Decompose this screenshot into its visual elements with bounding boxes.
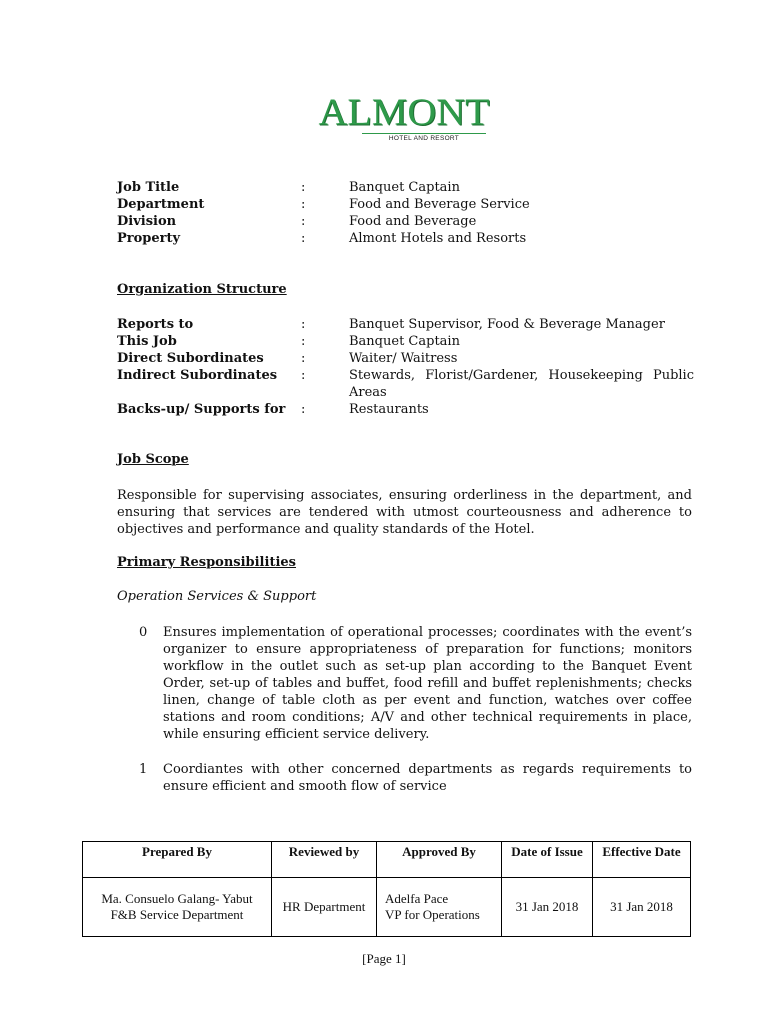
field-indirect-subordinates-cont: [117, 384, 692, 401]
job-scope-heading: Job Scope: [117, 452, 189, 467]
field-value: Banquet Captain: [349, 334, 460, 349]
field-property: [117, 230, 692, 247]
table-row: [83, 878, 691, 937]
field-colon: :: [301, 368, 306, 383]
field-label: Division: [117, 214, 177, 229]
field-value: Almont Hotels and Resorts: [349, 231, 527, 246]
field-colon: :: [301, 231, 306, 246]
field-label: Reports to: [117, 317, 194, 332]
item-number: 0: [139, 625, 148, 640]
org-structure-fields: [117, 316, 692, 418]
approved-name: Adelfa Pace: [385, 891, 449, 906]
item-text: Coordiantes with other concerned departments as regards requirements to ensure efficient and smooth flow of service: [163, 762, 692, 794]
company-logo: [318, 92, 490, 142]
field-value: Food and Beverage Service: [349, 197, 530, 212]
approval-table: [82, 841, 691, 937]
job-header-fields: [117, 179, 692, 247]
field-value: Food and Beverage: [349, 214, 477, 229]
field-label: Department: [117, 197, 205, 212]
field-label: Backs-up/ Supports for: [117, 402, 286, 417]
prepared-dept: F&B Service Department: [110, 907, 244, 922]
field-label: Job Title: [117, 180, 180, 195]
cell-approved-by: [377, 878, 502, 937]
field-value: Stewards, Florist/Gardener, Housekeeping Public: [349, 368, 694, 383]
field-colon: :: [301, 197, 306, 212]
item-text: Ensures implementation of operational processes; coordinates with the event’s organizer to ensure appropriateness of preparation for functions; monitors workflow in the outlet such as set-up plan according to the Banquet Event Order, set-up of tables and buffet, food refill and buffet replenishments; checks linen, change of table cloth as per event and function, watches over coffee stations and room conditions; A/V and other technical requirements in place, while ensuring efficient service delivery.: [163, 625, 692, 742]
cell-prepared-by: [83, 878, 272, 937]
field-value: Banquet Captain: [349, 180, 460, 195]
header-prepared-by: Prepared By: [83, 842, 272, 878]
field-backs-up: [117, 401, 692, 418]
approved-title: VP for Operations: [385, 907, 480, 922]
field-this-job: [117, 333, 692, 350]
job-scope-text: Responsible for supervising associates, ensuring orderliness in the department, and ensuring that services are tendered with utmost courteousness and adherence to objectives and performance and quality standards of the Hotel.: [117, 488, 692, 537]
field-colon: :: [301, 214, 306, 229]
field-colon: :: [301, 402, 306, 417]
field-label: This Job: [117, 334, 177, 349]
logo-tagline: HOTEL AND RESORT: [388, 135, 460, 142]
field-job-title: [117, 179, 692, 196]
field-label: Indirect Subordinates: [117, 368, 278, 383]
header-date-of-issue: Date of Issue: [502, 842, 593, 878]
header-effective-date: Effective Date: [593, 842, 691, 878]
field-division: [117, 213, 692, 230]
primary-responsibilities-heading: Primary Responsibilities: [117, 555, 296, 570]
table-header-row: [83, 842, 691, 878]
item-number: 1: [139, 762, 148, 777]
header-reviewed-by: Reviewed by: [272, 842, 377, 878]
field-colon: :: [301, 317, 306, 332]
logo-divider: [362, 133, 486, 134]
field-label: Direct Subordinates: [117, 351, 264, 366]
field-value: Banquet Supervisor, Food & Beverage Manager: [349, 317, 665, 332]
field-reports-to: [117, 316, 692, 333]
prepared-name: Ma. Consuelo Galang- Yabut: [101, 891, 253, 906]
field-indirect-subordinates: [117, 367, 692, 384]
cell-effective-date: 31 Jan 2018: [593, 878, 691, 937]
org-structure-heading: Organization Structure: [117, 282, 287, 297]
field-department: [117, 196, 692, 213]
header-approved-by: Approved By: [377, 842, 502, 878]
field-value: Restaurants: [349, 402, 429, 417]
field-colon: :: [301, 351, 306, 366]
field-colon: :: [301, 180, 306, 195]
field-direct-subordinates: [117, 350, 692, 367]
field-colon: :: [301, 334, 306, 349]
cell-date-of-issue: 31 Jan 2018: [502, 878, 593, 937]
page-number: [Page 1]: [362, 951, 406, 966]
field-label: Property: [117, 231, 181, 246]
field-value-continued: Areas: [349, 385, 387, 400]
cell-reviewed-by: HR Department: [272, 878, 377, 937]
logo-wordmark: ALMONT: [318, 90, 490, 133]
field-value: Waiter/ Waitress: [349, 351, 458, 366]
operation-services-subheading: Operation Services & Support: [117, 589, 317, 604]
